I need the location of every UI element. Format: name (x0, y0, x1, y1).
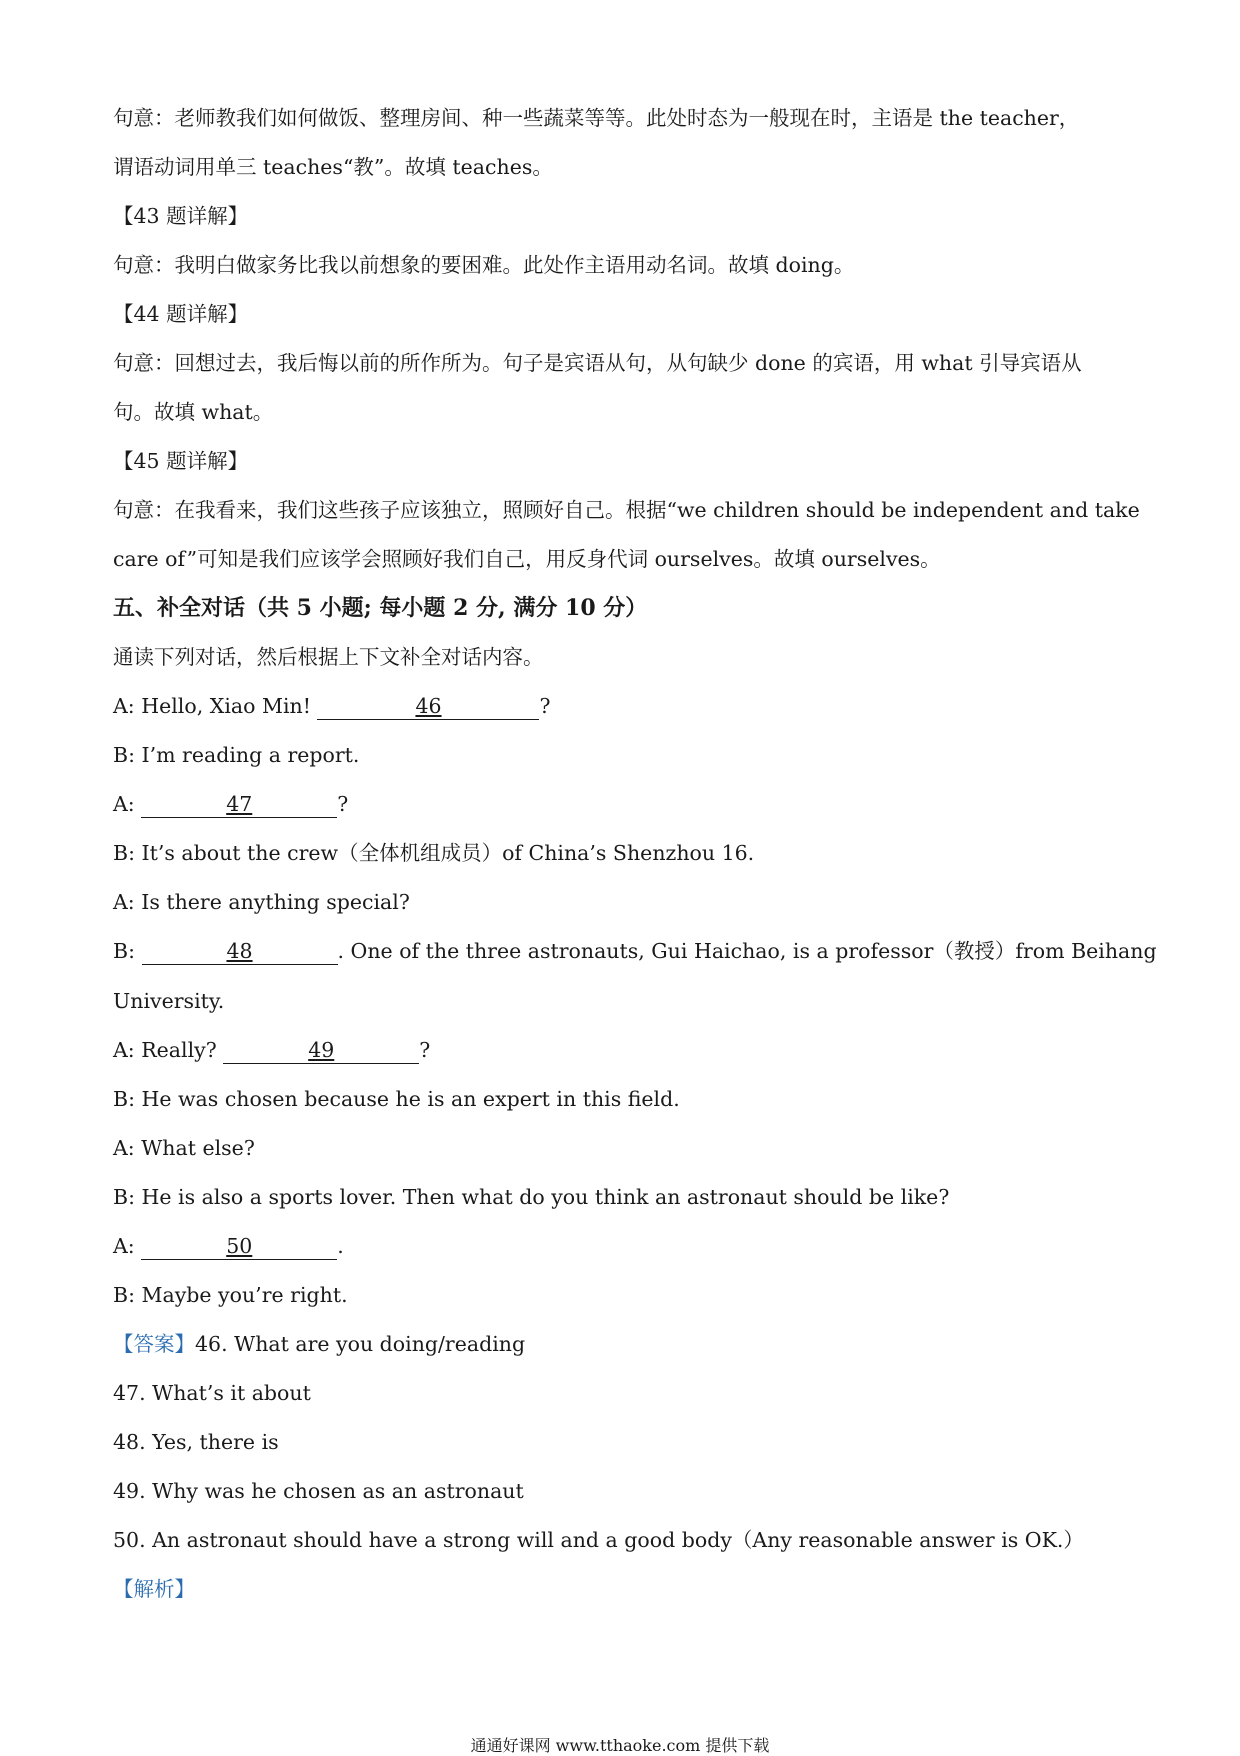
blank-number: 50 (226, 1234, 253, 1258)
dialogue-line: B: Maybe you’re right. (113, 1283, 348, 1307)
dialogue-line: University. (113, 989, 225, 1013)
answer-text: 46. What are you doing/reading (195, 1332, 526, 1356)
answer-46 (113, 1334, 525, 1355)
blank-46 (317, 696, 539, 720)
dialogue-line: B: It’s about the crew（全体机组成员）of China’s Shenzhou 16. (113, 841, 755, 865)
blank-number: 47 (226, 792, 253, 816)
q45-explanation-line2: care of”可知是我们应该学会照顾好我们自己，用反身代词 ourselves。故填 ourselves。 (113, 547, 941, 571)
q44-title: 【44 题详解】 (113, 302, 249, 326)
dialogue-line-50 (113, 1236, 344, 1260)
q43-explanation: 句意：我明白做家务比我以前想象的要困难。此处作主语用动名词。故填 doing。 (113, 253, 855, 277)
dialogue-line: A: What else? (113, 1136, 255, 1160)
page-footer: 通通好课网 www.tthaoke.com 提供下载 (470, 1736, 770, 1755)
dialogue-line-49 (113, 1040, 430, 1064)
q43-title: 【43 题详解】 (113, 204, 249, 228)
blank-number: 49 (308, 1038, 335, 1062)
answer-47: 47. What’s it about (113, 1381, 311, 1405)
answer-49: 49. Why was he chosen as an astronaut (113, 1479, 524, 1503)
blank-47 (141, 794, 337, 818)
dialogue-line-47 (113, 794, 348, 818)
dialogue-suffix: ? (419, 1038, 431, 1062)
dialogue-prefix: A: Hello, Xiao Min! (113, 694, 311, 718)
q42-explanation-line2: 谓语动词用单三 teaches“教”。故填 teaches。 (113, 155, 553, 179)
dialogue-line-48 (113, 941, 1157, 965)
dialogue-suffix: ? (337, 792, 349, 816)
answer-50: 50. An astronaut should have a strong will and a good body（Any reasonable answer is OK.） (113, 1528, 1084, 1552)
dialogue-line: B: I’m reading a report. (113, 743, 360, 767)
q45-explanation-line1: 句意：在我看来，我们这些孩子应该独立，照顾好自己。根据“we children should be independent and take (113, 498, 1140, 522)
blank-number: 46 (415, 694, 442, 718)
dialogue-line-46 (113, 696, 550, 720)
q42-explanation-line1: 句意：老师教我们如何做饭、整理房间、种一些蔬菜等等。此处时态为一般现在时，主语是 the teacher， (113, 106, 1080, 130)
section-instruction: 通读下列对话，然后根据上下文补全对话内容。 (113, 645, 544, 669)
section-heading: 五、补全对话（共 5 小题; 每小题 2 分, 满分 10 分） (113, 595, 648, 621)
dialogue-prefix: B: (113, 939, 135, 963)
answer-48: 48. Yes, there is (113, 1430, 279, 1454)
dialogue-line: A: Is there anything special? (113, 890, 410, 914)
blank-50 (141, 1236, 337, 1260)
blank-48 (142, 941, 338, 965)
q44-explanation-line2: 句。故填 what。 (113, 400, 274, 424)
q44-explanation-line1: 句意：回想过去，我后悔以前的所作所为。句子是宾语从句，从句缺少 done 的宾语，用 what 引导宾语从 (113, 351, 1082, 375)
dialogue-prefix: A: (113, 792, 135, 816)
analysis-tag: 【解析】 (113, 1577, 195, 1601)
blank-number: 48 (226, 939, 253, 963)
dialogue-suffix: . (337, 1234, 344, 1258)
dialogue-prefix: A: (113, 1234, 135, 1258)
dialogue-line: B: He is also a sports lover. Then what do you think an astronaut should be like? (113, 1185, 950, 1209)
answer-tag: 【答案】 (113, 1332, 195, 1356)
dialogue-suffix: . One of the three astronauts, Gui Haichao, is a professor（教授）from Beihang (337, 939, 1157, 963)
dialogue-prefix: A: Really? (113, 1038, 217, 1062)
q45-title: 【45 题详解】 (113, 449, 249, 473)
blank-49 (223, 1040, 419, 1064)
dialogue-suffix: ? (539, 694, 551, 718)
dialogue-line: B: He was chosen because he is an expert in this field. (113, 1087, 680, 1111)
